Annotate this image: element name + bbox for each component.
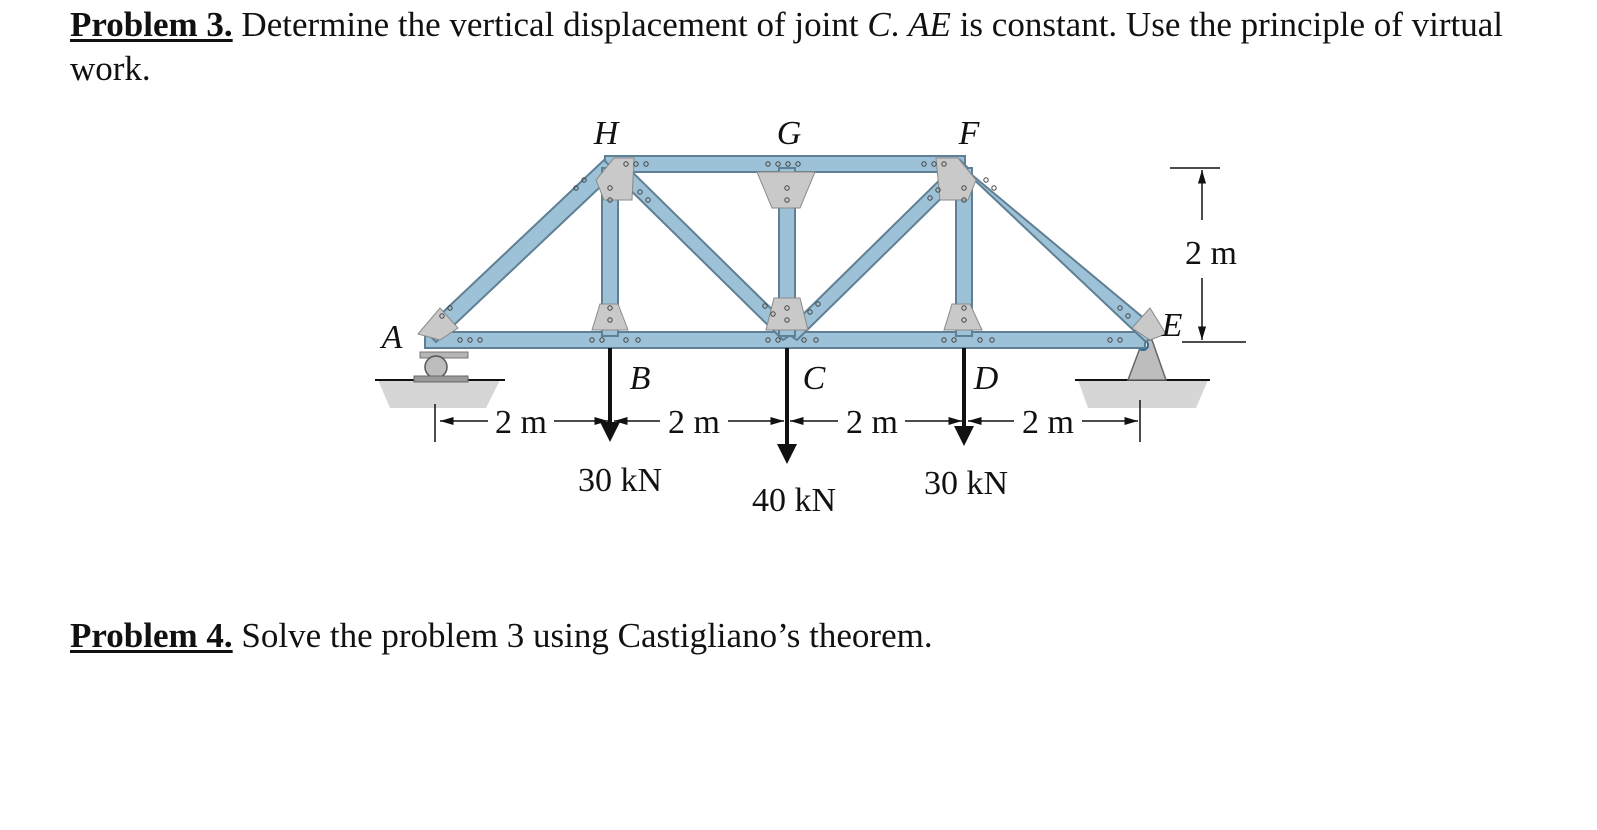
problem-3-text-post: is constant. Use the principle of virtual work. (70, 5, 1504, 88)
ground-left (375, 380, 505, 408)
joint-label-D: D (973, 360, 999, 397)
joint-label-G: G (776, 115, 802, 152)
load-label-B: 30 kN (577, 462, 663, 499)
joint-label-H: H (593, 115, 619, 152)
problem-4-title: Problem 4. (70, 616, 233, 655)
dimension-height: 2 m (1185, 235, 1237, 272)
joint-label-E: E (1161, 307, 1183, 344)
dimension-span-1: 2 m (495, 404, 547, 441)
member-AH (424, 160, 616, 342)
joint-label-A: A (381, 319, 403, 356)
joint-label-B: B (629, 360, 651, 397)
joint-label-F: F (958, 115, 980, 152)
member-FE (954, 160, 1158, 342)
load-label-D: 30 kN (923, 465, 1009, 502)
joint-label-C: C (802, 360, 826, 397)
load-arrows (610, 348, 964, 458)
problem-4 (70, 614, 933, 658)
dimension-span-2: 2 m (668, 404, 720, 441)
problem-3-ae: AE (908, 5, 951, 44)
roller-support-A (414, 352, 468, 382)
load-label-C: 40 kN (751, 482, 837, 519)
truss-figure (370, 108, 1250, 528)
problem-3-title: Problem 3. (70, 5, 233, 44)
problem-3-text-pre: Determine the vertical displacement of joint (232, 5, 868, 44)
problem-3-text-mid: . (890, 5, 909, 44)
dimension-span-3: 2 m (846, 404, 898, 441)
dimension-span-4: 2 m (1022, 404, 1074, 441)
problem-4-text: Solve the problem 3 using Castigliano’s theorem. (232, 616, 933, 655)
ground-right (1075, 380, 1210, 408)
problem-3-joint: C (867, 5, 891, 44)
problem-3 (70, 3, 1560, 91)
